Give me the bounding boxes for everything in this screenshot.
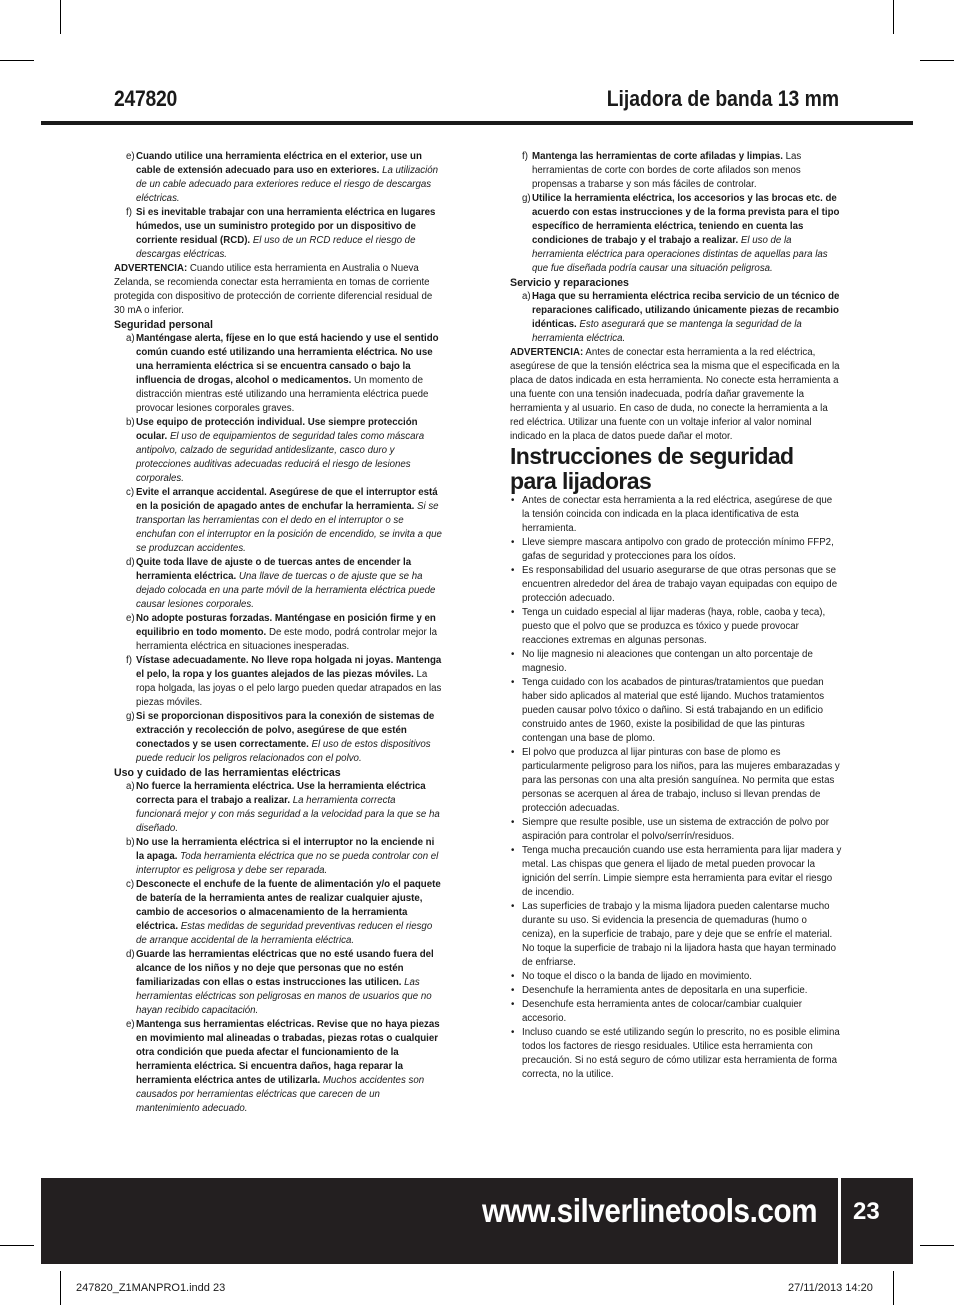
bullet-item <box>510 606 842 648</box>
item-note: Estas medidas de seguridad preventivas reducen el riesgo de arranque accidental de la herramienta eléctrica. <box>136 921 433 946</box>
item-explanation: Un momento de distracción mientras esté utilizando una herramienta eléctrica puede provocar lesiones corporales graves. <box>136 375 429 414</box>
item-marker: g) <box>126 711 135 722</box>
list-tool-use-cont <box>510 150 842 276</box>
list-item <box>114 948 442 1018</box>
list-item <box>114 780 442 836</box>
bullet-icon: • <box>511 985 515 996</box>
bullet-text: Tenga un cuidado especial al lijar maderas (haya, roble, caoba y teca), puesto que el polvo que se produzca es tóxico y puede provocar reacciones extremas en algunas personas. <box>522 607 826 646</box>
item-marker: g) <box>522 193 531 204</box>
crop-mark <box>60 0 61 34</box>
list-item <box>114 332 442 416</box>
list-personal-safety <box>114 332 442 766</box>
bullet-text: Desenchufe la herramienta antes de depositarla en una superficie. <box>522 985 808 996</box>
item-marker: b) <box>126 837 135 848</box>
header-rule <box>41 121 913 125</box>
bullet-text: Lleve siempre mascara antipolvo con grado de protección mínimo FFP2, gafas de seguridad y protecciones para los oídos. <box>522 537 834 562</box>
item-marker: e) <box>126 613 135 624</box>
bullet-icon: • <box>511 747 515 758</box>
item-note: El uso de la herramienta eléctrica para operaciones distintas de aquellas para las que fue diseñada podría causar una situación peligrosa. <box>532 235 828 274</box>
item-marker: b) <box>126 417 135 428</box>
crop-mark <box>0 1245 34 1246</box>
item-marker: c) <box>126 879 135 890</box>
crop-mark <box>920 60 954 61</box>
bullet-item <box>510 536 842 564</box>
bullet-text: El polvo que produzca al lijar pinturas con base de plomo es particularmente peligroso para los niños, para las mujeres embarazadas y para las personas con una alta presión sanguínea. No permita que estas personas se acerquen al área de trabajo, incluso si llevan prendas de protección adecuadas. <box>522 747 840 814</box>
item-marker: c) <box>126 487 135 498</box>
item-instruction: Manténgase alerta, fíjese en lo que está haciendo y use el sentido común cuando esté utilizando una herramienta eléctrica. No use una herramienta eléctrica si se encuentra cansado o bajo la influencia de drogas, alcohol o medicamentos. <box>136 333 439 386</box>
bullet-icon: • <box>511 495 515 506</box>
bullet-icon: • <box>511 901 515 912</box>
item-note: Una llave de tuercas o de ajuste que se ha dejado colocada en una parte móvil de la herramienta eléctrica puede causar lesiones corporales. <box>136 571 436 610</box>
footer-separator <box>838 1178 841 1264</box>
list-item <box>510 290 842 346</box>
item-note: El uso de un RCD reduce el riesgo de descargas eléctricas. <box>136 235 416 260</box>
warning-label: ADVERTENCIA: <box>510 347 584 358</box>
item-marker: e) <box>126 1019 135 1030</box>
item-marker: a) <box>522 291 531 302</box>
bullet-text: Tenga cuidado con los acabados de pinturas/tratamientos que puedan haber sido aplicados al material que esté lijando. Muchos tratamientos pueden causar polvo tóxico o dañino. Si está trabajando en un edificio construido antes de 1960, existe la posibilidad de que las pinturas contengan una base de plomo. <box>522 677 825 744</box>
bullet-text: No lije magnesio ni aleaciones que contengan un alto porcentaje de magnesio. <box>522 649 813 674</box>
bullet-item <box>510 494 842 536</box>
item-instruction: Cuando utilice una herramienta eléctrica en el exterior, use un cable de extensión adecuado para uso en exteriores. <box>136 151 422 176</box>
bullet-text: No toque el disco o la banda de lijado en movimiento. <box>522 971 752 982</box>
bullet-text: Incluso cuando se esté utilizando según lo prescrito, no es posible elimina todos los factores de riesgo residuales. Utilice esta herramienta con precaución. Si no está seguro de cómo utilizar esta herramienta de forma correcta, no la utilice. <box>522 1027 840 1080</box>
item-note: Muchos accidentes son causados por herramientas eléctricas que carecen de un mantenimiento adecuado. <box>136 1075 425 1114</box>
list-item <box>114 206 442 262</box>
item-note: Esto asegurará que se mantenga la seguridad de la herramienta eléctrica. <box>532 319 802 344</box>
item-note: Las herramientas eléctricas son peligrosas en manos de usuarios que no hayan recibido capacitación. <box>136 977 432 1016</box>
bullet-icon: • <box>511 999 515 1010</box>
bullet-item <box>510 998 842 1026</box>
list-item <box>114 612 442 654</box>
crop-mark <box>60 1271 61 1305</box>
bullet-text: Siempre que resulte posible, use un sistema de extracción de polvo por aspiración para controlar el polvo/serrín/residuos. <box>522 817 829 842</box>
print-slug-date: 27/11/2013 14:20 <box>788 1282 873 1294</box>
bullet-item <box>510 970 842 984</box>
list-item <box>114 556 442 612</box>
bullet-icon: • <box>511 845 515 856</box>
website-url[interactable]: www.silverlinetools.com <box>482 1192 818 1229</box>
list-tool-use <box>114 780 442 1116</box>
item-instruction: Haga que su herramienta eléctrica reciba servicio de un técnico de reparaciones calificado, utilizando únicamente piezas de recambio idénticas. <box>532 291 840 330</box>
product-code: 247820 <box>114 86 178 111</box>
bullet-item <box>510 900 842 970</box>
list-item <box>114 150 442 206</box>
page-number: 23 <box>853 1198 880 1225</box>
item-instruction: No adopte posturas forzadas. Manténgase en posición firme y en equilibrio en todo momento. <box>136 613 436 638</box>
bullet-icon: • <box>511 1027 515 1038</box>
bullet-text: Desenchufe esta herramienta antes de colocar/cambiar cualquier accesorio. <box>522 999 803 1024</box>
item-marker: d) <box>126 949 135 960</box>
bullet-text: Es responsabilidad del usuario asegurarse de que otras personas que se encuentren alrededor del área de trabajo vayan equipadas con equipo de protección adecuado. <box>522 565 838 604</box>
list-item <box>114 654 442 710</box>
section-heading-personal: Seguridad personal <box>114 319 213 331</box>
item-instruction: Guarde las herramientas eléctricas que no esté usando fuera del alcance de los niños y no deje que personas que no estén familiarizadas con ellas o estas instrucciones las utilicen. <box>136 949 434 988</box>
item-marker: e) <box>126 151 135 162</box>
bullet-text: Las superficies de trabajo y la misma lijadora pueden calentarse mucho durante su uso. Si evidencia la presencia de quemaduras (humo o ceniza), en la superficie de trabajo, pare y deje que se enfríe el material. No toque la superficie de trabajo ni la lijadora hasta que hayan terminado de enfriarse. <box>522 901 836 968</box>
list-item <box>114 710 442 766</box>
bullet-icon: • <box>511 537 515 548</box>
crop-mark <box>0 60 34 61</box>
crop-mark <box>920 1245 954 1246</box>
print-slug-file: 247820_Z1MANPRO1.indd 23 <box>76 1282 226 1294</box>
bullet-text: Tenga mucha precaución cuando use esta herramienta para lijar madera y metal. Las chispas que genera el lijado de metal pueden provocar la ignición del serrín. Limpie siempre esta herramienta para evitar el riesgo de incendio. <box>522 845 842 898</box>
bullet-item <box>510 564 842 606</box>
warning-paragraph <box>114 262 442 318</box>
item-marker: f) <box>126 207 132 218</box>
item-marker: f) <box>522 151 528 162</box>
list-item <box>114 1018 442 1116</box>
bullet-item <box>510 844 842 900</box>
bullet-icon: • <box>511 565 515 576</box>
list-item <box>510 150 842 192</box>
item-instruction: Quite toda llave de ajuste o de tuercas antes de encender la herramienta eléctrica. <box>136 557 412 582</box>
list-item <box>114 836 442 878</box>
item-instruction: No fuerce la herramienta eléctrica. Use la herramienta eléctrica correcta para el trabajo a realizar. <box>136 781 426 806</box>
item-instruction: Si es inevitable trabajar con una herramienta eléctrica en lugares húmedos, use un suministro protegido por un dispositivo de corriente residual (RCD). <box>136 207 436 246</box>
warning-text: Cuando utilice esta herramienta en Australia o Nueva Zelanda, se recomienda conectar esta herramienta en tomas de corriente protegida con dispositivo de protección de corriente diferencial residual de 30 mA o inferior. <box>114 263 433 316</box>
item-note: El uso de estos dispositivos puede reducir los peligros relacionados con el polvo. <box>136 739 431 764</box>
item-explanation: De este modo, podrá controlar mejor la herramienta eléctrica en situaciones inesperadas. <box>136 627 437 652</box>
bullet-icon: • <box>511 677 515 688</box>
list-item <box>114 416 442 486</box>
page-title: Lijadora de banda 13 mm <box>606 86 839 111</box>
list-item <box>114 486 442 556</box>
list-item <box>510 192 842 276</box>
bullet-list-sanders <box>510 494 842 1082</box>
item-instruction: No use la herramienta eléctrica si el interruptor no la enciende ni la apaga. <box>136 837 435 862</box>
item-note: Si se transportan las herramientas con el dedo en el interruptor o se enchufan con el interruptor en la posición de encendido, se invita a que se produzcan accidentes. <box>136 501 442 554</box>
crop-mark <box>893 1271 894 1305</box>
bullet-icon: • <box>511 817 515 828</box>
warning-text: Antes de conectar esta herramienta a la red eléctrica, asegúrese de que la tensión eléctrica sea la misma que el especificada en la placa de datos indicada en esta herramienta. No conecte esta herramienta a una fuente con una tensión inadecuada, podría dañar gravemente la herramienta y al usuario. En caso de duda, no conecte la herramienta a la red eléctrica. Utilizar una fuente con un voltaje inferior al valor nominal indicado en la placa de datos puede dañar el motor. <box>510 347 840 442</box>
warning-label: ADVERTENCIA: <box>114 263 188 274</box>
bullet-item <box>510 676 842 746</box>
list-electrical-safety <box>114 150 442 262</box>
item-instruction: Utilice la herramienta eléctrica, los accesorios y las brocas etc. de acuerdo con estas instrucciones y de la forma prevista para el tipo específico de herramienta eléctrica, teniendo en cuenta las condiciones de trabajo y el trabajo a realizar. <box>532 193 840 246</box>
bullet-item <box>510 648 842 676</box>
list-service <box>510 290 842 346</box>
item-marker: a) <box>126 781 135 792</box>
warning-paragraph <box>510 346 842 444</box>
item-note: La utilización de un cable adecuado para exteriores reduce el riesgo de descargas eléctricas. <box>136 165 439 204</box>
bullet-item <box>510 1026 842 1082</box>
section-heading-sanders: Instrucciones de seguridad para lijadoras <box>510 443 794 494</box>
item-explanation: Las herramientas de corte con bordes de corte afilados son menos propensas a trabarse y son más fáciles de controlar. <box>532 151 802 190</box>
item-instruction: Desconecte el enchufe de la fuente de alimentación y/o el paquete de batería de la herramienta antes de realizar cualquier ajuste, cambio de accesorios o almacenamiento de la herramienta eléctrica. <box>136 879 441 932</box>
section-heading-tool-use: Uso y cuidado de las herramientas eléctricas <box>114 767 341 779</box>
item-note: El uso de equipamientos de seguridad tales como máscara antipolvo, calzado de seguridad antideslizante, casco duro y protecciones auditivas adecuadas reducirá el riesgo de lesiones corporales. <box>136 431 425 484</box>
bullet-text: Antes de conectar esta herramienta a la red eléctrica, asegúrese de que la tensión coincida con indicada en la placa identificativa de esta herramienta. <box>522 495 833 534</box>
item-marker: a) <box>126 333 135 344</box>
item-note: Toda herramienta eléctrica que no se pueda controlar con el interruptor es peligrosa y debe ser reparada. <box>136 851 439 876</box>
item-explanation: La ropa holgada, las joyas o el pelo largo pueden quedar atrapados en las piezas móviles. <box>136 669 442 708</box>
bullet-item <box>510 746 842 816</box>
item-instruction: Mantenga sus herramientas eléctricas. Revise que no haya piezas en movimiento mal alineadas o trabadas, piezas rotas o cualquier otra condición que pueda afectar el funcionamiento de la herramienta eléctrica. Si encuentra daños, haga reparar la herramienta eléctrica antes de utilizarla. <box>136 1019 440 1086</box>
crop-mark <box>893 0 894 34</box>
bullet-icon: • <box>511 649 515 660</box>
list-item <box>114 878 442 948</box>
bullet-item <box>510 984 842 998</box>
item-instruction: Vístase adecuadamente. No lleve ropa holgada ni joyas. Mantenga el pelo, la ropa y los guantes alejados de las piezas móviles. <box>136 655 442 680</box>
right-column <box>510 150 842 1082</box>
item-marker: f) <box>126 655 132 666</box>
item-instruction: Evite el arranque accidental. Asegúrese de que el interruptor está en la posición de apagado antes de enchufar la herramienta. <box>136 487 438 512</box>
left-column <box>114 150 442 1116</box>
item-marker: d) <box>126 557 135 568</box>
bullet-icon: • <box>511 971 515 982</box>
item-instruction: Si se proporcionan dispositivos para la conexión de sistemas de extracción y recolección de polvo, asegúrese de que estén conectados y se usen correctamente. <box>136 711 435 750</box>
item-instruction: Mantenga las herramientas de corte afiladas y limpias. <box>532 151 783 162</box>
bullet-icon: • <box>511 607 515 618</box>
item-instruction: Use equipo de protección individual. Use siempre protección ocular. <box>136 417 418 442</box>
item-note: La herramienta correcta funcionará mejor y con más seguridad a la velocidad para la que se ha diseñado. <box>136 795 440 834</box>
section-heading-service: Servicio y reparaciones <box>510 277 629 289</box>
bullet-item <box>510 816 842 844</box>
